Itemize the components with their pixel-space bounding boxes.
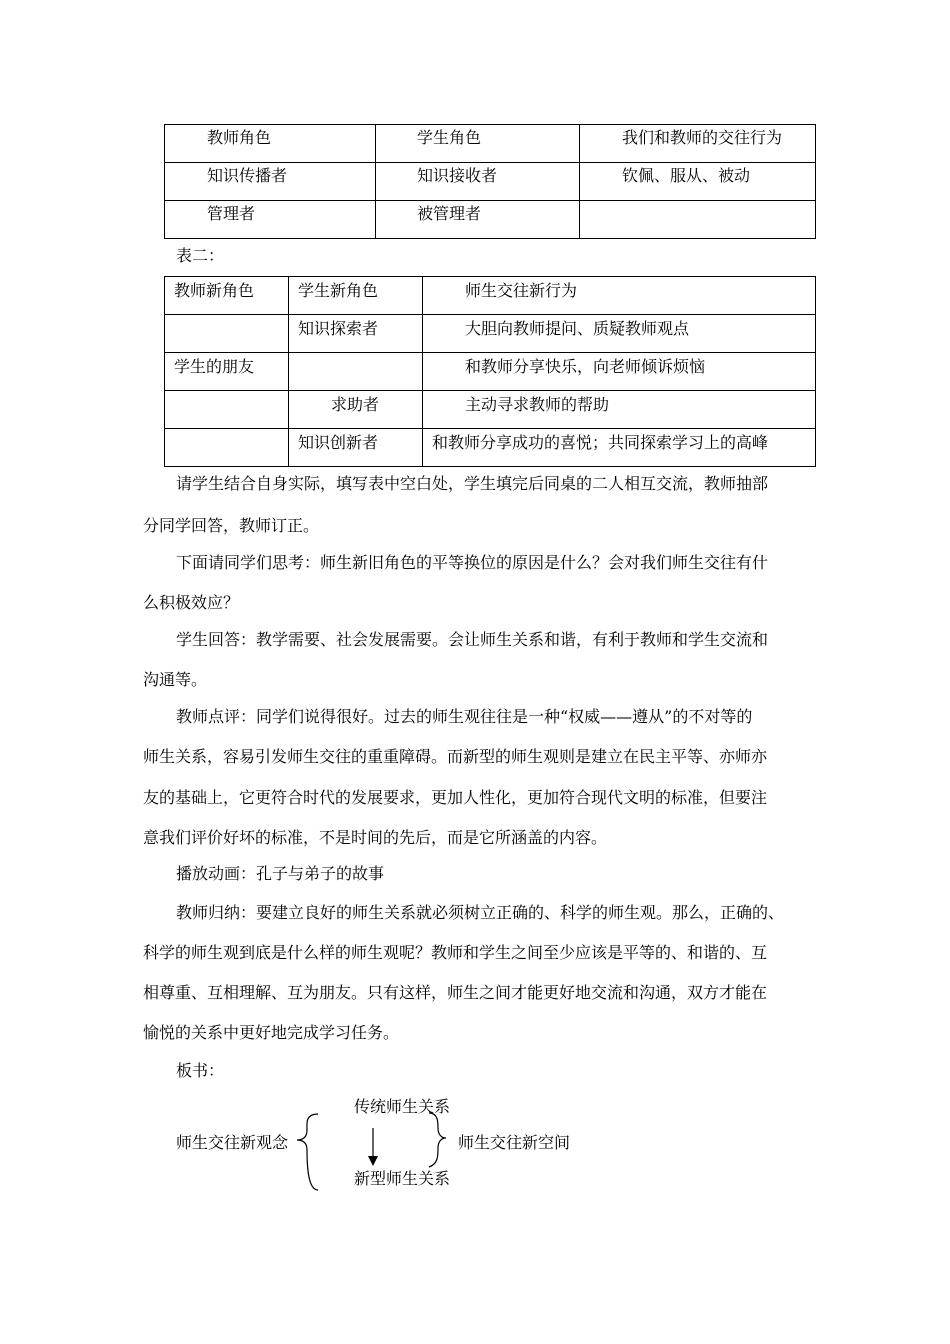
left-brace-icon bbox=[297, 1114, 318, 1190]
right-brace-icon bbox=[429, 1113, 446, 1167]
table-cell: 知识接收者 bbox=[417, 166, 498, 185]
table-header: 师生交往新行为 bbox=[465, 281, 578, 300]
board-bottom-label: 新型师生关系 bbox=[354, 1169, 451, 1188]
table2-caption: 表二： bbox=[176, 246, 225, 265]
table-header: 教师角色 bbox=[207, 128, 272, 147]
paragraph-line: 友的基础上，它更符合时代的发展要求，更加人性化，更加符合现代文明的标准，但要注 bbox=[143, 788, 768, 807]
paragraph-line: 请学生结合自身实际，填写表中空白处，学生填完后同桌的二人相互交流，教师抽部 bbox=[176, 474, 769, 493]
table-cell: 求助者 bbox=[331, 395, 380, 414]
paragraph-line: 科学的师生观到底是什么样的师生观呢？教师和学生之间至少应该是平等的、和谐的、互 bbox=[143, 943, 768, 962]
table-cell: 钦佩、服从、被动 bbox=[622, 166, 751, 185]
table-header: 教师新角色 bbox=[174, 281, 255, 300]
paragraph-line: 相尊重、互相理解、互为朋友。只有这样，师生之间才能更好地交流和沟通，双方才能在 bbox=[143, 983, 768, 1002]
table-cell: 和教师分享快乐，向老师倾诉烦恼 bbox=[465, 357, 706, 376]
table-cell: 被管理者 bbox=[417, 204, 482, 223]
paragraph-line: 学生回答：教学需要、社会发展需要。会让师生关系和谐，有利于教师和学生交流和 bbox=[176, 630, 769, 649]
table-cell: 知识创新者 bbox=[298, 433, 379, 452]
board-top-label: 传统师生关系 bbox=[354, 1097, 451, 1116]
paragraph-line: 教师点评：同学们说得很好。过去的师生观往往是一种“权威——遵从”的不对等的 bbox=[176, 707, 753, 726]
table-cell: 知识传播者 bbox=[207, 166, 288, 185]
paragraph-line: 教师归纳：要建立良好的师生关系就必须树立正确的、科学的师生观。那么，正确的、 bbox=[176, 903, 785, 922]
paragraph-line: 师生关系，容易引发师生交往的重重障碍。而新型的师生观则是建立在民主平等、亦师亦 bbox=[143, 747, 768, 766]
paragraph-line: 分同学回答，教师订正。 bbox=[143, 516, 320, 535]
table-cell: 管理者 bbox=[207, 204, 256, 223]
paragraph-line: 么积极效应？ bbox=[143, 593, 240, 612]
table-cell: 主动寻求教师的帮助 bbox=[465, 395, 610, 414]
paragraph-line: 下面请同学们思考：师生新旧角色的平等换位的原因是什么？会对我们师生交往有什 bbox=[176, 553, 769, 572]
board-left-label: 师生交往新观念 bbox=[176, 1133, 289, 1152]
paragraph-line: 板书： bbox=[176, 1061, 225, 1080]
arrow-head-icon bbox=[368, 1156, 378, 1166]
table-cell: 知识探索者 bbox=[298, 319, 379, 338]
table-cell: 和教师分享成功的喜悦；共同探索学习上的高峰 bbox=[432, 433, 769, 452]
paragraph-line: 沟通等。 bbox=[143, 670, 208, 689]
board-right-label: 师生交往新空间 bbox=[458, 1133, 571, 1152]
paragraph-line: 愉悦的关系中更好地完成学习任务。 bbox=[143, 1023, 400, 1042]
table-header: 我们和教师的交往行为 bbox=[622, 128, 783, 147]
table-cell: 大胆向教师提问、质疑教师观点 bbox=[465, 319, 690, 338]
table-header: 学生新角色 bbox=[298, 281, 379, 300]
table-header: 学生角色 bbox=[417, 128, 482, 147]
table-cell: 学生的朋友 bbox=[174, 357, 255, 376]
paragraph-line: 播放动画：孔子与弟子的故事 bbox=[176, 864, 385, 883]
paragraph-line: 意我们评价好坏的标准，不是时间的先后，而是它所涵盖的内容。 bbox=[143, 828, 608, 847]
